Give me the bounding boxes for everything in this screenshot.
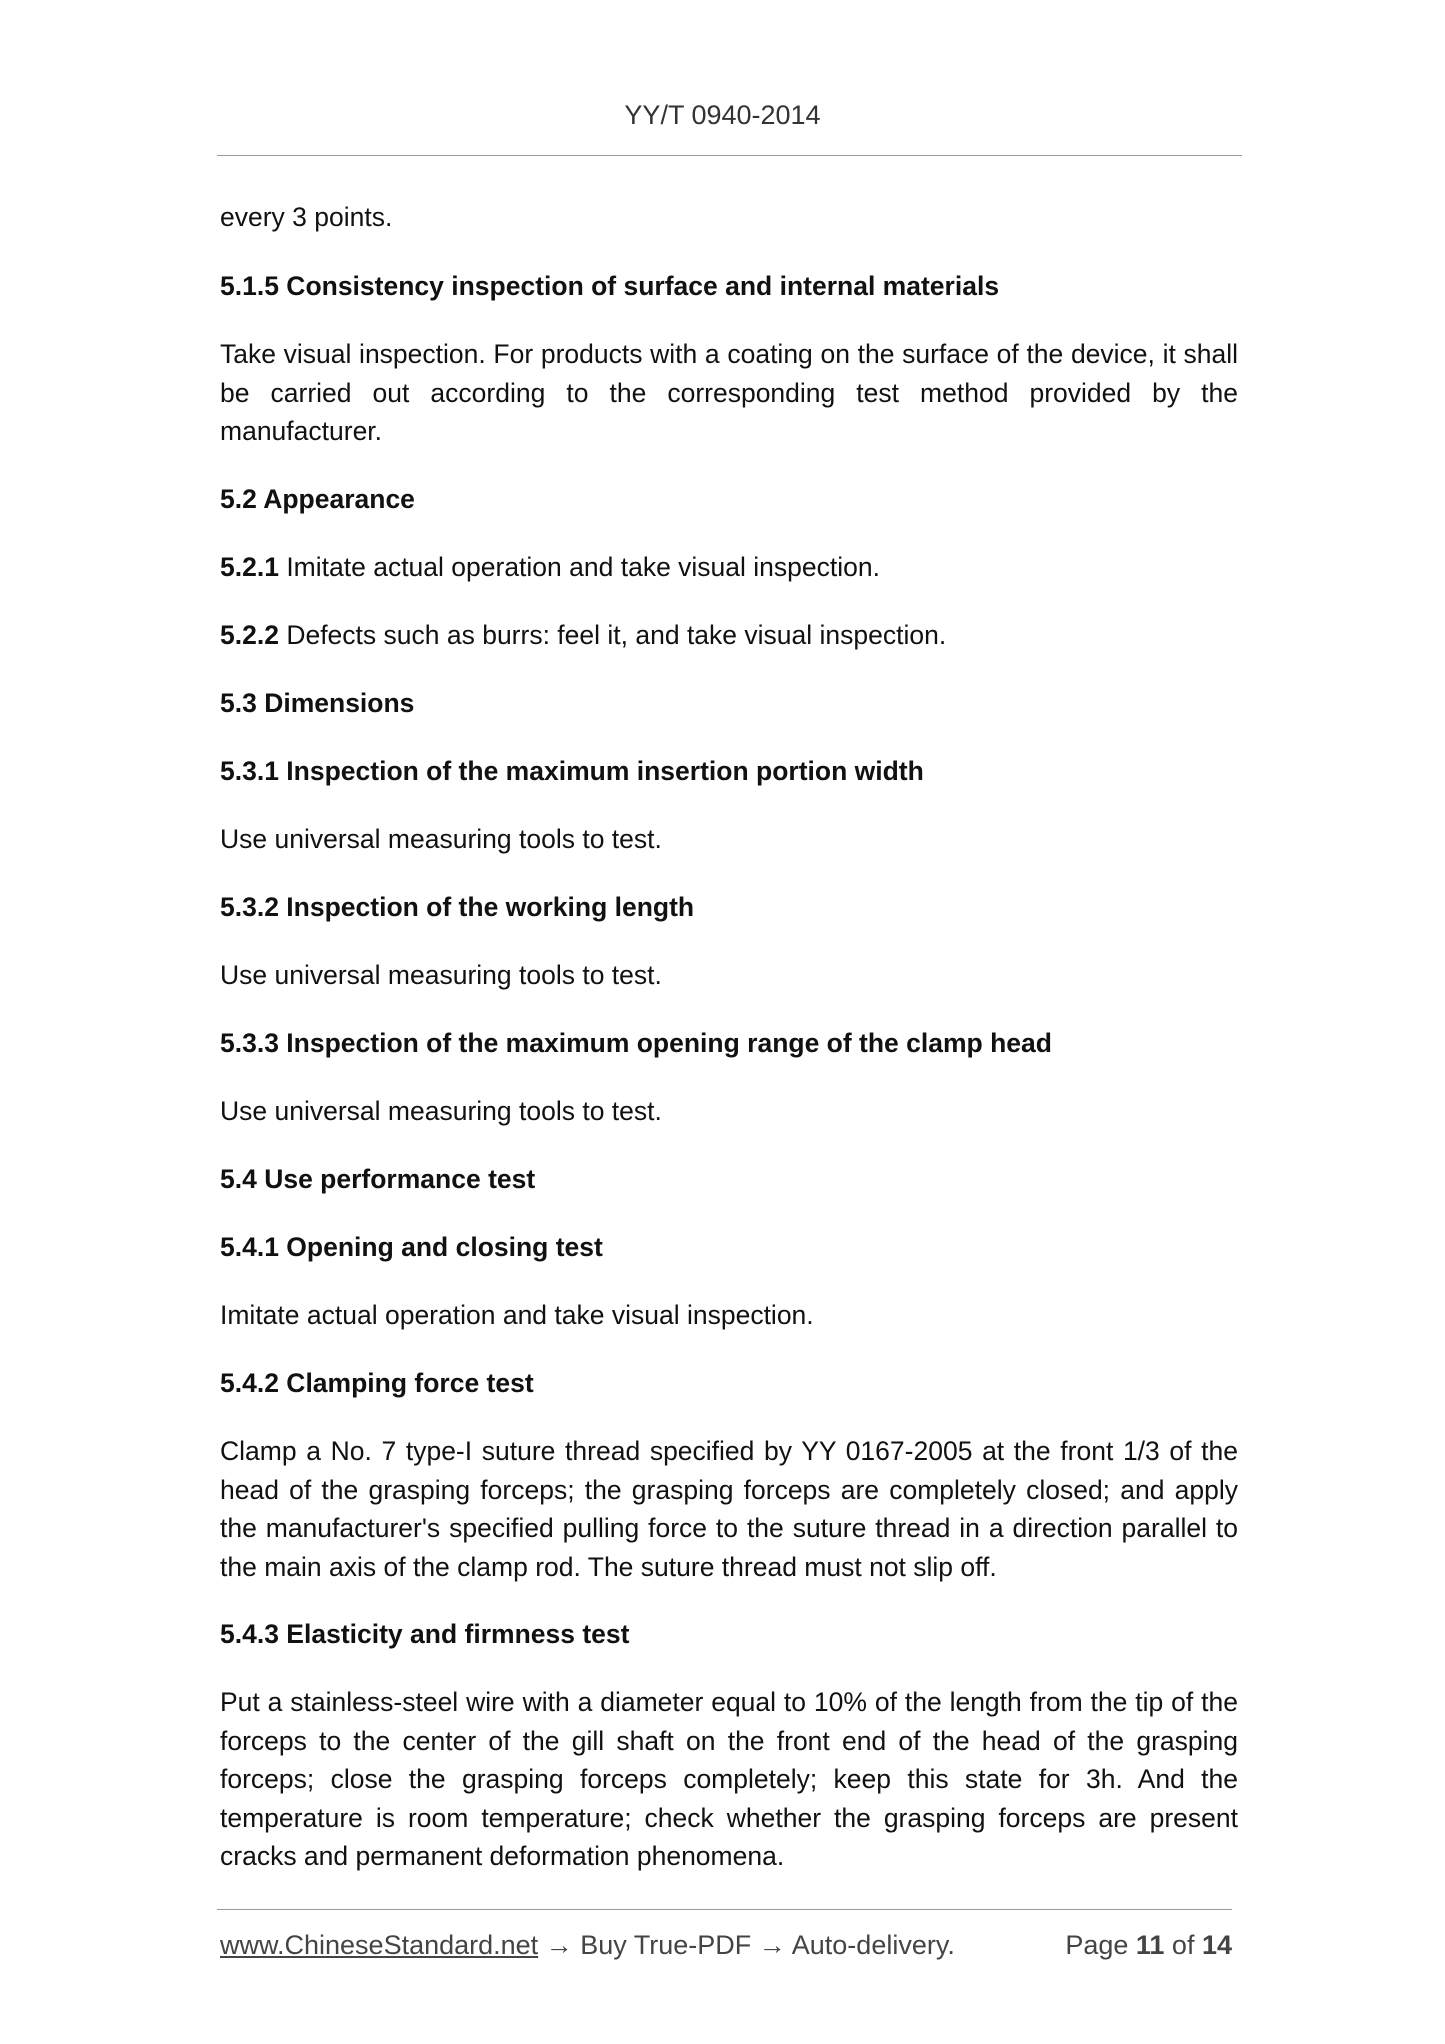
- heading-5-3: 5.3 Dimensions: [220, 688, 415, 718]
- heading-5-4-3: 5.4.3 Elasticity and firmness test: [220, 1619, 630, 1649]
- of-label: of: [1164, 1930, 1202, 1960]
- clause-text-5-2-2: Defects such as burrs: feel it, and take visual inspection.: [278, 620, 947, 650]
- clause-number-5-2-2: 5.2.2: [220, 620, 279, 650]
- paragraph-continuation: every 3 points.: [220, 202, 393, 232]
- header-divider: [217, 155, 1242, 156]
- heading-5-1-5: 5.1.5 Consistency inspection of surface and internal materials: [220, 271, 1000, 301]
- auto-delivery-text: Auto-delivery.: [791, 1930, 955, 1960]
- paragraph-5-1-5: Take visual inspection. For products with a coating on the surface of the device, it shall be carried out according to the corresponding test method provided by the manufacturer.: [220, 339, 1238, 446]
- paragraph-5-2-1: [220, 548, 1238, 587]
- heading-5-3-2: 5.3.2 Inspection of the working length: [220, 892, 695, 922]
- chinese-standard-link[interactable]: www.ChineseStandard.net: [220, 1930, 539, 1960]
- buy-true-pdf-text: Buy True-PDF: [580, 1930, 752, 1960]
- footer-promo: [220, 1930, 955, 1961]
- page-total: 14: [1201, 1930, 1232, 1960]
- paragraph-5-4-3: Put a stainless-steel wire with a diameter equal to 10% of the length from the tip of the forceps to the center of the gill shaft on the front end of the head of the grasping forceps; close the grasping forceps completely; keep this state for 3h. And the temperature is room temperature; check whether the grasping forceps are present cracks and permanent deformation phenomena.: [220, 1687, 1238, 1871]
- heading-5-4-1: 5.4.1 Opening and closing test: [220, 1232, 603, 1262]
- paragraph-5-3-2: Use universal measuring tools to test.: [220, 960, 662, 990]
- arrow-right-icon: →: [751, 1930, 792, 1960]
- heading-5-2: 5.2 Appearance: [220, 484, 415, 514]
- document-header-title: YY/T 0940-2014: [624, 100, 821, 130]
- paragraph-5-4-2: Clamp a No. 7 type-I suture thread specified by YY 0167-2005 at the front 1/3 of the head of the grasping forceps; the grasping forceps are completely closed; and apply the manufacturer's specified pulling force to the suture thread in a direction parallel to the main axis of the clamp rod. The suture thread must not slip off.: [220, 1436, 1238, 1582]
- arrow-right-icon: →: [538, 1930, 581, 1960]
- heading-5-4: 5.4 Use performance test: [220, 1164, 536, 1194]
- page-indicator: [1065, 1930, 1232, 1961]
- paragraph-5-2-2: [220, 616, 1238, 655]
- paragraph-5-3-3: Use universal measuring tools to test.: [220, 1096, 662, 1126]
- footer-divider: [217, 1909, 1232, 1910]
- heading-5-4-2: 5.4.2 Clamping force test: [220, 1368, 534, 1398]
- page-label: Page: [1065, 1930, 1136, 1960]
- heading-5-3-3: 5.3.3 Inspection of the maximum opening range of the clamp head: [220, 1028, 1052, 1058]
- clause-number-5-2-1: 5.2.1: [220, 552, 279, 582]
- clause-text-5-2-1: Imitate actual operation and take visual inspection.: [278, 552, 880, 582]
- paragraph-5-3-1: Use universal measuring tools to test.: [220, 824, 662, 854]
- paragraph-5-4-1: Imitate actual operation and take visual inspection.: [220, 1300, 814, 1330]
- heading-5-3-1: 5.3.1 Inspection of the maximum insertion portion width: [220, 756, 924, 786]
- page-number: 11: [1135, 1930, 1165, 1960]
